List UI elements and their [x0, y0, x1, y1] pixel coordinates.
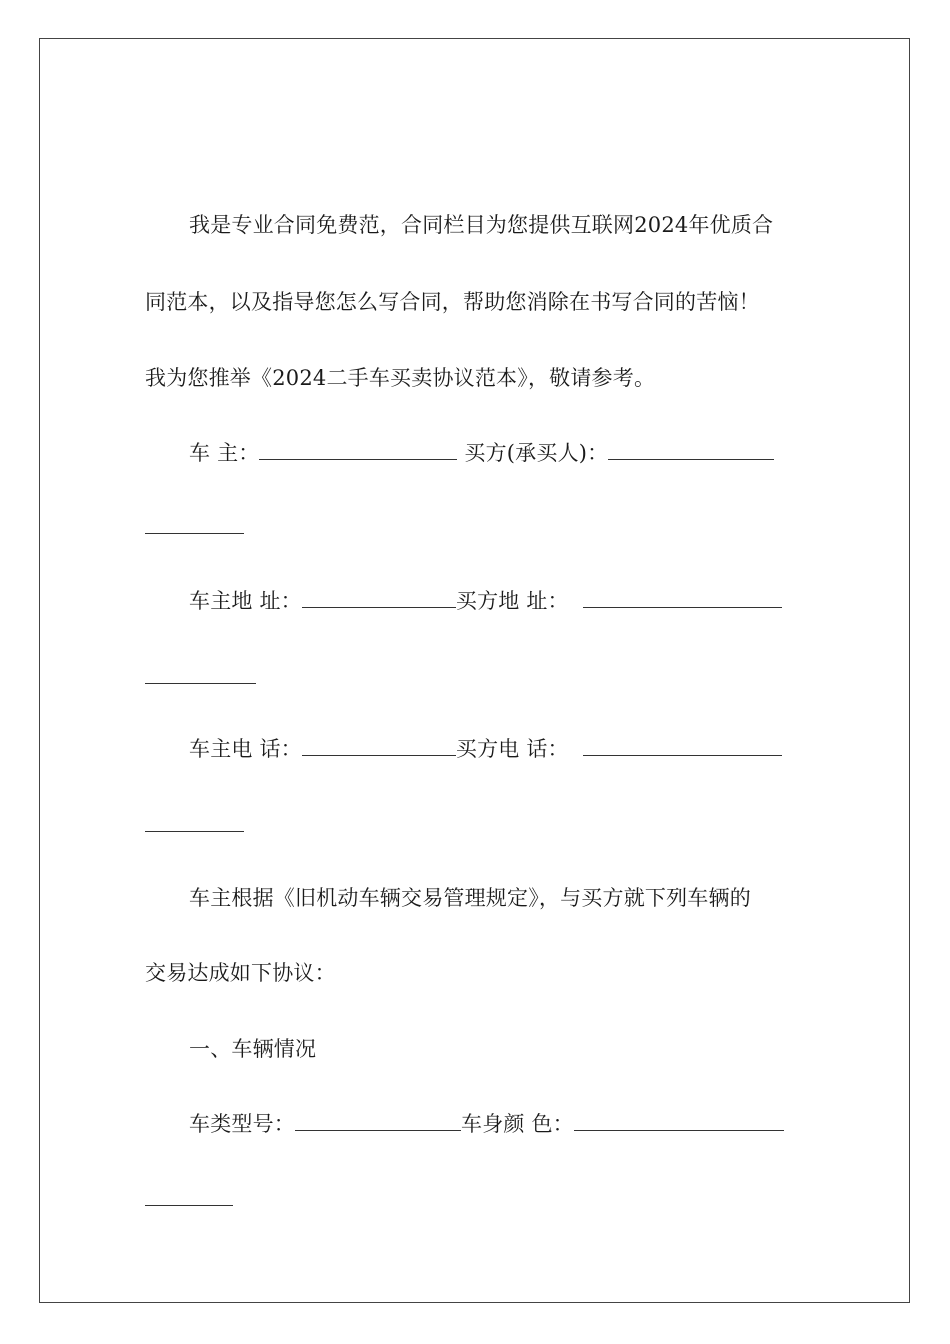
intro-line-1: 我是专业合同免费范，合同栏目为您提供互联网2024年优质合 — [189, 213, 774, 237]
buyer-phone-blank[interactable] — [583, 737, 782, 756]
color-blank[interactable] — [574, 1112, 784, 1131]
agreement-line-2: 交易达成如下协议： — [145, 961, 336, 985]
model-blank[interactable] — [295, 1112, 461, 1131]
buyer-label: 买方(承买人)： — [464, 441, 609, 465]
section-1-heading: 一、车辆情况 — [189, 1037, 317, 1061]
address-row — [189, 588, 782, 614]
address-continuation-line[interactable] — [145, 683, 256, 684]
vehicle-row — [189, 1111, 784, 1137]
buyer-address-blank[interactable] — [583, 589, 782, 608]
agreement-line-1: 车主根据《旧机动车辆交易管理规定》，与买方就下列车辆的 — [189, 886, 751, 910]
color-label: 车身颜 色： — [461, 1112, 574, 1136]
model-label: 车类型号： — [189, 1112, 295, 1136]
phone-row — [189, 736, 782, 762]
buyer-address-label: 买方地 址： — [455, 589, 569, 613]
vehicle-continuation-line[interactable] — [145, 1205, 233, 1206]
owner-phone-blank[interactable] — [302, 737, 456, 756]
owner-address-blank[interactable] — [302, 589, 456, 608]
buyer-blank[interactable] — [608, 441, 774, 460]
owner-address-label: 车主地 址： — [189, 589, 302, 613]
owner-blank[interactable] — [259, 441, 457, 460]
owner-buyer-row — [189, 440, 774, 466]
owner-label: 车 主： — [189, 441, 260, 465]
owner-phone-label: 车主电 话： — [189, 737, 302, 761]
phone-continuation-line[interactable] — [145, 831, 244, 832]
owner-buyer-continuation-line[interactable] — [145, 533, 244, 534]
intro-line-2: 同范本，以及指导您怎么写合同，帮助您消除在书写合同的苦恼！ — [145, 290, 760, 314]
buyer-phone-label: 买方电 话： — [455, 737, 569, 761]
intro-line-3: 我为您推举《2024二手车买卖协议范本》，敬请参考。 — [145, 366, 656, 390]
